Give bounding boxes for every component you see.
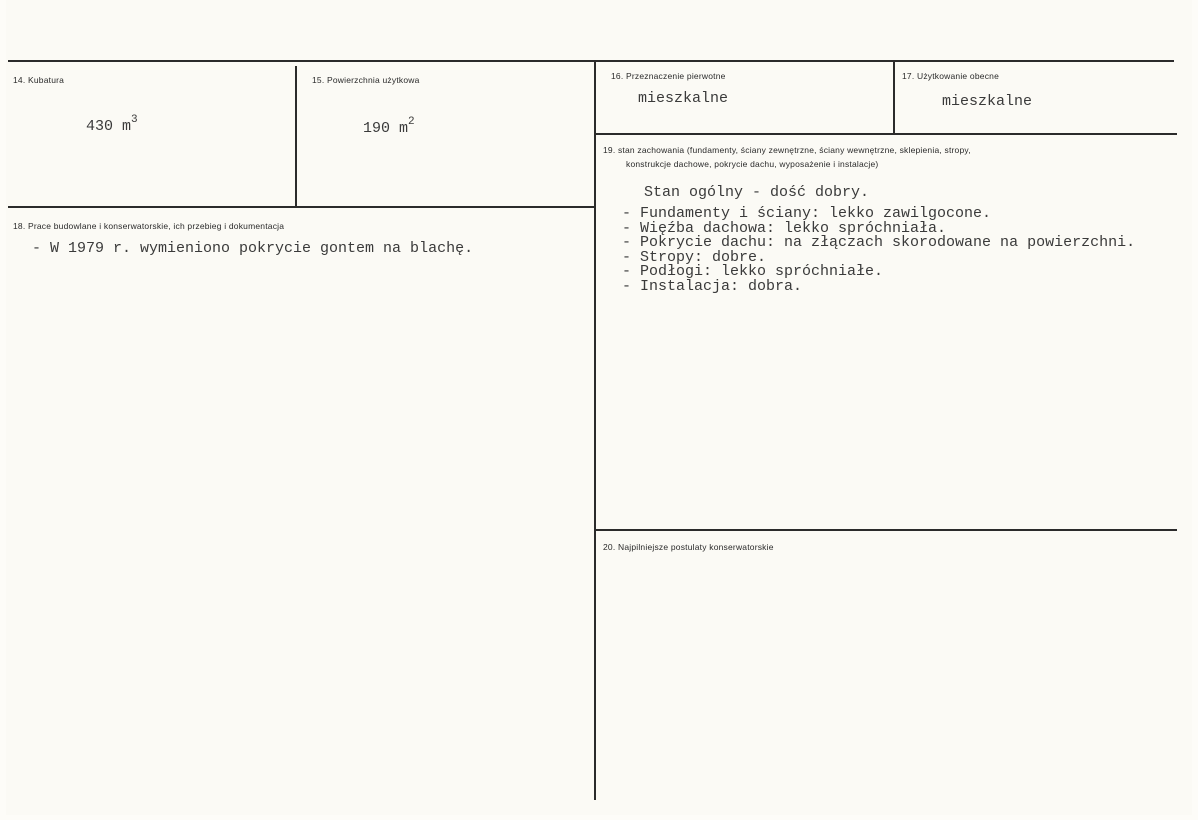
stan-item: - Więźba dachowa: lekko spróchniała. <box>622 219 947 237</box>
stan-label-line2: konstrukcje dachowe, pokrycie dachu, wyposażenie i instalacje) <box>626 159 879 169</box>
kubatura-label: 14. Kubatura <box>13 75 65 85</box>
kubatura-value <box>86 116 138 135</box>
stan-item: - Stropy: dobre. <box>622 248 767 266</box>
kubatura-exponent: 3 <box>131 114 138 126</box>
postulaty-label: 20. Najpilniejsze postulaty konserwatorskie <box>603 542 774 552</box>
stan-items-list <box>622 207 1135 294</box>
divider-16-17 <box>893 62 895 134</box>
powierzchnia-value <box>363 118 415 137</box>
uzytkowanie-value: mieszkalne <box>942 93 1033 110</box>
stan-label-line1: 19. stan zachowania (fundamenty, ściany zewnętrzne, ściany wewnętrzne, sklepienia, stropy, <box>603 145 971 155</box>
stan-item: - Fundamenty i ściany: lekko zawilgocone. <box>622 205 992 222</box>
stan-general: Stan ogólny - dość dobry. <box>644 184 870 201</box>
uzytkowanie-label: 17. Użytkowanie obecne <box>902 71 1000 81</box>
powierzchnia-number: 190 m <box>363 120 409 137</box>
stan-item: - Instalacja: dobra. <box>622 277 803 295</box>
powierzchnia-exponent: 2 <box>408 116 415 128</box>
divider-14-15 <box>295 66 297 208</box>
row1-bottom-line-right <box>596 133 1177 135</box>
row1-bottom-line-left <box>8 206 596 208</box>
powierzchnia-label: 15. Powierzchnia użytkowa <box>312 75 420 85</box>
stan-item: - Pokrycie dachu: na złączach skorodowane na powierzchni. <box>622 234 1136 251</box>
stan-item: - Podłogi: lekko spróchniałe. <box>622 263 884 280</box>
prace-label: 18. Prace budowlane i konserwatorskie, ich przebieg i dokumentacja <box>13 221 285 231</box>
prace-value: - W 1979 r. wymieniono pokrycie gontem na blachę. <box>32 240 474 257</box>
card-background <box>6 0 1192 815</box>
przeznaczenie-value: mieszkalne <box>638 90 729 107</box>
kubatura-number: 430 m <box>86 118 132 135</box>
przeznaczenie-label: 16. Przeznaczenie pierwotne <box>611 71 726 81</box>
divider-main <box>594 62 596 800</box>
top-border-line <box>8 60 1174 62</box>
section20-top-line <box>596 529 1177 531</box>
